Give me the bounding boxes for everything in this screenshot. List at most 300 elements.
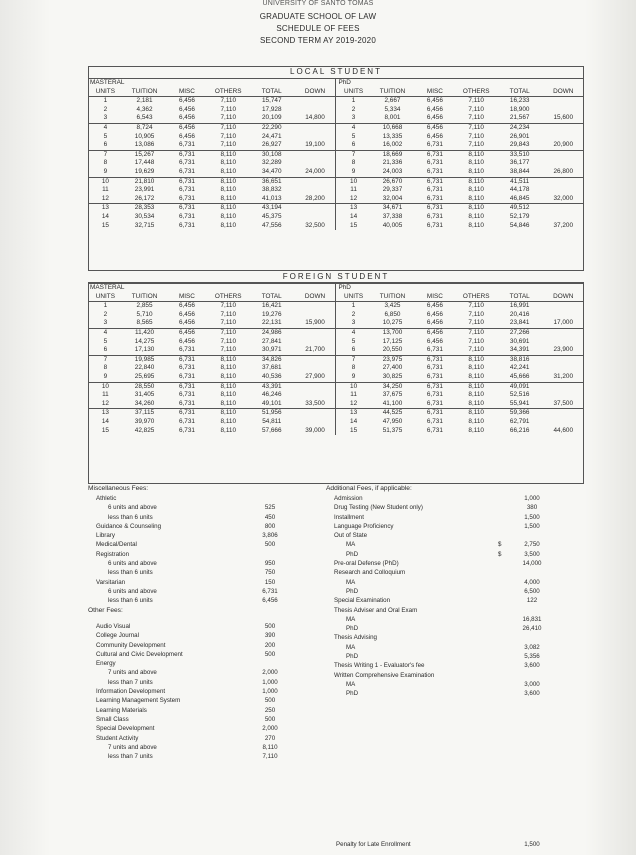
fee-item-label: Student Activity [96, 734, 139, 742]
fee-item-label: MA [346, 643, 356, 651]
fee-cell: 21,700 [305, 346, 325, 354]
fee-cell: 24,003 [382, 167, 403, 175]
fee-item-value: 250 [264, 706, 276, 714]
fee-cell [543, 391, 584, 400]
fee-cell: 6,731 [178, 212, 195, 220]
fee-cell: 20,109 [261, 114, 282, 122]
fee-cell: 14,800 [305, 114, 325, 122]
fee-cell: 8,110 [220, 399, 237, 407]
fee-row [88, 150, 584, 159]
fee-cell: 26,670 [371, 177, 414, 186]
fee-cell: 8,110 [220, 417, 237, 425]
fee-item [326, 680, 584, 689]
fee-cell [295, 391, 336, 400]
fee-cell: 2 [336, 106, 371, 115]
fee-cell: 8,110 [220, 372, 237, 380]
fee-cell: 51,956 [249, 409, 295, 418]
fee-cell: 36,651 [249, 177, 295, 186]
fee-cell: 43,391 [249, 382, 295, 391]
fee-cell: 57,666 [261, 426, 282, 434]
fee-cell [543, 364, 584, 373]
fee-item-value: 500 [264, 541, 276, 549]
fee-cell [295, 355, 336, 364]
fee-cell: 20,550 [382, 346, 403, 354]
fee-cell: 17,000 [553, 319, 574, 327]
fee-cell: 7,110 [468, 319, 484, 327]
fee-cell [543, 355, 584, 364]
fee-item-label: Special Examination [334, 597, 391, 605]
fee-cell: 26,927 [261, 141, 282, 149]
fee-item [88, 531, 308, 540]
fee-cell: 66,216 [509, 426, 530, 434]
fee-cell: 33,500 [305, 399, 325, 407]
fee-cell: 7,110 [456, 123, 497, 132]
fee-cell: 12 [101, 399, 109, 407]
fee-cell: 6,456 [178, 105, 195, 113]
fee-cell: 9 [336, 168, 371, 177]
misc-fees-heading: Miscellaneous Fees: [88, 485, 149, 492]
fee-item-value: 200 [264, 641, 276, 649]
fee-cell: 40,005 [382, 221, 403, 229]
fee-cell [295, 338, 336, 347]
fee-item [88, 752, 308, 761]
column-header: MISC [178, 292, 195, 300]
fee-cell: 8,724 [123, 123, 166, 132]
fee-item [326, 522, 584, 531]
fee-cell: 6,456 [426, 337, 443, 345]
fee-cell: 52,516 [509, 391, 530, 399]
fee-item-label: Medical/Dental [96, 541, 137, 549]
fee-cell: 7,110 [208, 123, 249, 132]
fee-cell: 2,667 [371, 97, 414, 106]
fee-cell: 6,731 [426, 167, 443, 175]
fee-item [88, 678, 308, 687]
fee-item-label: Installment [334, 513, 364, 521]
fee-cell: 6,731 [426, 186, 443, 194]
fee-item [326, 578, 584, 587]
fee-cell: 6 [336, 346, 371, 355]
fee-cell: 8,110 [456, 355, 497, 364]
foreign-fee-table [88, 283, 584, 435]
fee-cell: 30,108 [249, 150, 295, 159]
fee-item-label: Library [96, 532, 115, 540]
fee-cell: 6,731 [426, 399, 443, 407]
fee-cell: 8,110 [208, 150, 249, 159]
fee-item-label: Written Comprehensive Examination [334, 671, 435, 679]
fee-cell: 33,510 [497, 150, 543, 159]
fee-cell: 10 [336, 382, 371, 391]
fee-cell [543, 150, 584, 159]
fee-cell: 47,950 [382, 417, 403, 425]
fee-cell: 6,456 [426, 114, 443, 122]
fee-cell [543, 97, 584, 106]
fee-cell: 8,110 [468, 194, 484, 202]
fee-item-value: 2,750 [524, 541, 540, 549]
fee-cell: 3 [336, 114, 371, 123]
fee-item [88, 513, 308, 522]
fee-cell: 31,405 [134, 391, 155, 399]
column-header: DOWN [553, 292, 574, 300]
fee-cell: 8,110 [468, 159, 484, 167]
fee-cell: 6,731 [414, 409, 455, 418]
fee-item-value: 270 [264, 734, 276, 742]
fee-cell: 8,110 [220, 391, 237, 399]
fee-item [88, 522, 308, 531]
fee-item [88, 724, 308, 733]
fee-cell: 8,110 [220, 221, 237, 229]
fee-cell: 6,731 [166, 177, 207, 186]
column-header: OTHERS [214, 87, 242, 95]
fee-cell [295, 97, 336, 106]
fee-cell: 54,846 [509, 221, 530, 229]
fee-item [88, 659, 308, 668]
fee-item-value: 950 [264, 560, 276, 568]
fee-cell: 7,110 [220, 105, 237, 113]
fee-cell: 37,500 [553, 399, 574, 407]
column-header: DOWN [304, 87, 326, 95]
fee-item [326, 503, 584, 512]
fee-cell: 6,543 [136, 114, 153, 122]
fee-cell: 7,110 [456, 97, 497, 106]
fee-cell: 29,843 [509, 141, 530, 149]
fee-row [88, 427, 584, 436]
fee-cell: 6,456 [178, 337, 195, 345]
column-header: UNITS [95, 292, 115, 300]
fee-cell: 16,233 [497, 97, 543, 106]
fee-cell [295, 302, 336, 311]
fee-cell: 37,675 [382, 391, 403, 399]
fee-cell: 7,110 [220, 141, 237, 149]
fee-cell: 27,266 [497, 328, 543, 337]
fee-cell: 8,110 [468, 364, 484, 372]
fee-item [88, 568, 308, 577]
fee-cell: 39,970 [134, 417, 155, 425]
fee-item-label: PhD [346, 587, 359, 595]
fee-cell [295, 382, 336, 391]
fee-cell [295, 213, 336, 222]
fee-cell: 6,456 [178, 319, 195, 327]
fee-item-value: 500 [264, 697, 276, 705]
fee-cell: 12 [101, 194, 109, 202]
fee-cell: 6,731 [178, 391, 195, 399]
fee-item-label: 6 units and above [108, 560, 157, 568]
additional-fees-list [326, 494, 584, 699]
fee-row [88, 141, 584, 150]
fee-item [88, 622, 308, 631]
fee-item-value: 6,500 [524, 587, 540, 595]
fee-cell: 8,110 [456, 204, 497, 213]
fee-item-value: 500 [264, 650, 276, 658]
fee-cell [543, 311, 584, 320]
fee-item-value: 14,000 [522, 560, 542, 568]
fee-cell [543, 213, 584, 222]
fee-item-value: 3,806 [262, 532, 278, 540]
fee-row [88, 373, 584, 382]
fee-item-label: PhD [346, 550, 359, 558]
fee-item [88, 631, 308, 640]
fee-cell: 7,110 [220, 310, 237, 318]
fee-item-value: 5,356 [524, 653, 540, 661]
fee-cell: 15,900 [305, 319, 325, 327]
fee-cell: 6 [103, 346, 108, 354]
fee-cell: 10 [336, 177, 371, 186]
fee-cell: 20,416 [509, 310, 530, 318]
fee-item-value: 3,600 [524, 662, 540, 670]
fee-cell: 6 [336, 141, 371, 150]
fee-cell: 8 [103, 364, 108, 372]
fee-cell: 6,731 [166, 150, 207, 159]
fee-row [88, 222, 584, 231]
fee-item-value: 450 [264, 513, 276, 521]
fee-cell: 7,110 [220, 337, 237, 345]
column-header: TOTAL [509, 292, 530, 300]
fee-row [88, 338, 584, 347]
fee-item-label: Thesis Advising [334, 634, 377, 642]
column-header: UNITS [336, 88, 371, 97]
fee-cell: 2,181 [123, 97, 166, 106]
fee-item [88, 706, 308, 715]
fee-item-value: 3,082 [524, 643, 540, 651]
fee-cell: 6,731 [426, 417, 443, 425]
fee-cell: 19,985 [123, 355, 166, 364]
currency-symbol: $ [498, 541, 502, 549]
other-fees-list [88, 622, 308, 761]
fee-cell: 30,971 [261, 346, 282, 354]
fee-item-value: 3,600 [524, 690, 540, 698]
fee-cell: 16,991 [497, 302, 543, 311]
fee-cell: 52,179 [509, 212, 530, 220]
fee-cell: 28,353 [123, 204, 166, 213]
column-header: TOTAL [509, 87, 530, 95]
fee-cell: 7,110 [468, 141, 484, 149]
fee-cell: 8,110 [456, 150, 497, 159]
fee-cell: 8,110 [220, 167, 237, 175]
fee-item-label: Thesis Writing 1 - Evaluator's fee [334, 662, 425, 670]
fee-row [88, 123, 584, 132]
fee-cell: 18,900 [509, 105, 530, 113]
term-label: SECOND TERM AY 2019-2020 [260, 36, 376, 45]
fee-cell: 15 [336, 222, 371, 231]
fee-cell [543, 302, 584, 311]
column-header: MISC [178, 87, 195, 95]
fee-cell: 27,900 [305, 372, 325, 380]
fee-item-value: 800 [264, 522, 276, 530]
fee-cell: 39,000 [305, 426, 325, 434]
fee-cell: 11,420 [123, 328, 166, 337]
fee-cell: 5 [103, 132, 108, 140]
fee-cell: 40,536 [261, 372, 282, 380]
fee-cell: 16,421 [249, 302, 295, 311]
fee-cell: 13 [88, 409, 123, 418]
fee-cell: 23,900 [553, 346, 574, 354]
fee-item-label: MA [346, 541, 356, 549]
fee-cell: 7,110 [456, 328, 497, 337]
column-header: DOWN [553, 87, 574, 95]
fee-item [88, 559, 308, 568]
fee-item-value: 1,500 [524, 522, 540, 530]
fee-cell: 6,731 [426, 159, 443, 167]
fee-item-value: 2,000 [262, 669, 278, 677]
fee-cell: 4 [336, 123, 371, 132]
fee-cell: 6,731 [178, 417, 195, 425]
fee-cell: 13 [336, 204, 371, 213]
fee-cell: 6,731 [178, 167, 195, 175]
fee-cell: 44,600 [553, 426, 574, 434]
fee-item-value: 380 [526, 504, 538, 512]
fee-cell: 37,200 [553, 221, 574, 229]
currency-symbol: $ [498, 550, 502, 558]
fee-cell: 46,246 [261, 391, 282, 399]
fee-cell: 34,250 [371, 382, 414, 391]
fee-cell: 44,178 [509, 186, 530, 194]
fee-item-value: 525 [264, 504, 276, 512]
late-enrollment-label: Penalty for Late Enrollment [336, 841, 411, 848]
fee-cell: 10,905 [134, 132, 155, 140]
fee-item-label: PhD [346, 625, 359, 633]
fee-cell: 49,101 [261, 399, 282, 407]
fee-cell: 9 [103, 167, 108, 175]
fee-item [88, 668, 308, 677]
fee-cell: 47,556 [261, 221, 282, 229]
fee-cell [543, 159, 584, 168]
fee-cell: 51,375 [382, 426, 403, 434]
fee-cell: 4 [336, 328, 371, 337]
fee-cell: 1 [88, 302, 123, 311]
other-fees-heading: Other Fees: [88, 607, 123, 614]
fee-cell: 23,975 [371, 355, 414, 364]
fee-cell: 8,110 [456, 382, 497, 391]
fee-item [88, 587, 308, 596]
fee-cell: 38,832 [261, 186, 282, 194]
fee-cell: 5 [103, 337, 108, 345]
fee-cell: 15 [101, 221, 109, 229]
fee-cell: 21,810 [123, 177, 166, 186]
fee-cell: 8,001 [384, 114, 401, 122]
fee-cell: 7,110 [220, 346, 237, 354]
fee-item [88, 734, 308, 743]
fee-item-value: 1,000 [262, 678, 278, 686]
fee-cell: 21,336 [382, 159, 403, 167]
fee-cell: 6,456 [178, 132, 195, 140]
fee-cell: 6,850 [384, 310, 401, 318]
fee-cell: 7,110 [468, 337, 484, 345]
fee-cell: 34,391 [509, 346, 530, 354]
fee-cell: 6,731 [178, 194, 195, 202]
late-enrollment-row [336, 840, 584, 849]
fee-item-value: 1,000 [524, 495, 540, 502]
fee-cell: 11 [102, 391, 109, 399]
fee-cell: 7,110 [468, 310, 484, 318]
fee-item [88, 715, 308, 724]
fee-cell: 3 [103, 319, 108, 327]
fee-cell: 2,855 [123, 302, 166, 311]
column-header: TUITION [379, 87, 406, 95]
fee-item-label: less than 6 units [108, 513, 153, 521]
fee-cell: 6,731 [178, 221, 195, 229]
fee-cell: 10,668 [371, 123, 414, 132]
fee-cell [543, 133, 584, 142]
fee-cell: 15,267 [123, 150, 166, 159]
fee-cell: 28,550 [123, 382, 166, 391]
fee-item-value: 7,110 [262, 753, 278, 761]
column-header: TUITION [379, 292, 406, 300]
fee-cell: 17,130 [134, 346, 155, 354]
fee-cell: 25,695 [134, 372, 155, 380]
fee-cell: 16,002 [382, 141, 403, 149]
fee-cell: 24,986 [249, 328, 295, 337]
fee-cell: 8,110 [220, 194, 237, 202]
fee-cell: 17,448 [134, 159, 155, 167]
fee-cell: 11 [102, 186, 109, 194]
fee-cell [543, 338, 584, 347]
fee-item-value: 6,456 [262, 597, 278, 605]
fee-cell: 1 [336, 302, 371, 311]
fee-cell: 6,456 [166, 123, 207, 132]
fee-cell: 8,110 [220, 364, 237, 372]
fee-cell: 6,456 [414, 97, 455, 106]
column-header: TOTAL [261, 292, 282, 300]
fee-item-label: less than 6 units [108, 597, 153, 605]
fee-row [88, 328, 584, 337]
fee-cell: 22,840 [134, 364, 155, 372]
fee-item-label: Small Class [96, 715, 129, 723]
fee-cell: 23,841 [509, 319, 530, 327]
column-header: OTHERS [462, 87, 490, 95]
fee-cell: 8 [336, 159, 371, 168]
fee-cell: 5 [336, 133, 371, 142]
fee-item-label: Audio Visual [96, 623, 131, 630]
fee-cell: 1 [336, 97, 371, 106]
fee-cell: 6,456 [414, 328, 455, 337]
fee-item [326, 540, 584, 549]
fee-item-label: MA [346, 680, 356, 688]
phd-label: PhD [336, 284, 584, 293]
fee-cell: 13,700 [371, 328, 414, 337]
fee-cell: 8,110 [468, 426, 484, 434]
fee-cell: 9 [336, 373, 371, 382]
fee-cell: 7,110 [208, 97, 249, 106]
fee-cell: 20,900 [553, 141, 574, 149]
fee-cell: 6,731 [414, 382, 455, 391]
fee-item [326, 624, 584, 633]
fee-row [88, 400, 584, 409]
fee-cell: 10 [88, 382, 123, 391]
fee-row [88, 346, 584, 355]
fee-cell [295, 159, 336, 168]
fee-cell: 26,901 [509, 132, 530, 140]
fee-item-value: 122 [526, 597, 538, 605]
fee-cell: 6,731 [166, 382, 207, 391]
fee-item-value: 1,000 [262, 688, 278, 696]
fee-cell [295, 328, 336, 337]
fee-cell [543, 409, 584, 418]
fee-item [326, 615, 584, 624]
fee-item-label: MA [346, 615, 356, 623]
fee-cell: 49,091 [497, 382, 543, 391]
fee-cell: 30,691 [509, 337, 530, 345]
fee-row [88, 168, 584, 177]
fee-cell [543, 106, 584, 115]
fee-cell [295, 150, 336, 159]
fee-cell: 8,110 [208, 382, 249, 391]
fee-cell: 8,110 [208, 409, 249, 418]
fee-cell: 32,500 [305, 221, 325, 229]
fee-item [326, 587, 584, 596]
fee-item-label: PhD [346, 653, 359, 661]
fee-cell: 8,110 [220, 186, 237, 194]
fee-cell: 37,338 [382, 212, 403, 220]
column-header: UNITS [95, 87, 115, 95]
